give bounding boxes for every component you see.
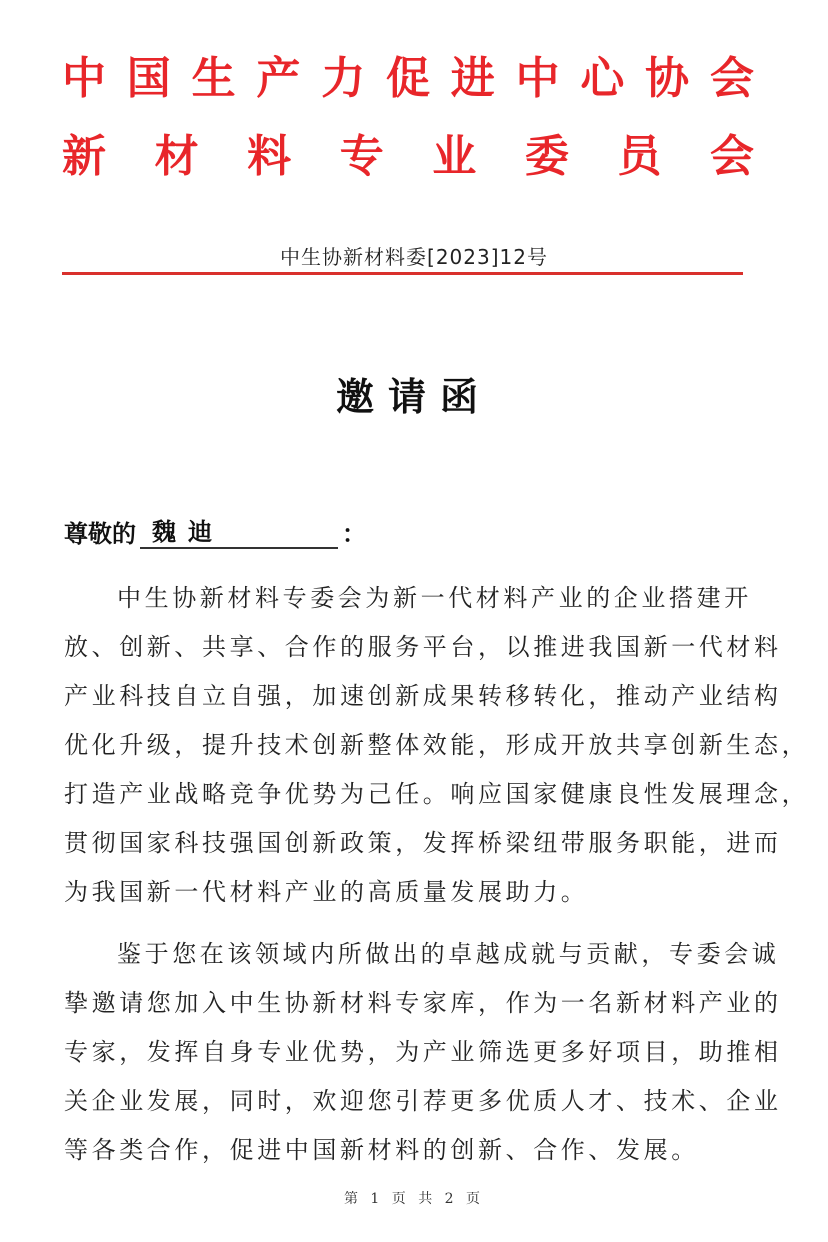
- paragraph-line: 鉴于您在该领域内所做出的卓越成就与贡献，专委会诚: [117, 940, 780, 968]
- body-paragraph-1: [64, 574, 810, 917]
- header-char: 生: [191, 53, 236, 104]
- paragraph-line: 产业科技自立自强，加速创新成果转移转化，推动产业结构: [64, 682, 782, 710]
- header-char: 材: [154, 131, 199, 182]
- header-org-line-1: [62, 54, 754, 104]
- header-char: 中: [515, 53, 560, 104]
- document-number: 中生协新材料委[2023]12号: [280, 245, 548, 269]
- header-char: 员: [617, 131, 662, 182]
- header-char: 力: [321, 53, 366, 104]
- page-title: 邀请函: [335, 374, 492, 419]
- header-char: 中: [62, 53, 106, 104]
- header-char: 国: [126, 53, 171, 104]
- paragraph-line: 挚邀请您加入中生协新材料专家库，作为一名新材料产业的: [64, 989, 782, 1017]
- paragraph-line: 中生协新材料专委会为新一代材料产业的企业搭建开: [117, 584, 752, 612]
- header-char: 会: [709, 131, 754, 182]
- header-char: 协: [645, 53, 690, 104]
- header-char: 料: [247, 131, 292, 182]
- paragraph-line: 放、创新、共享、合作的服务平台，以推进我国新一代材料: [64, 633, 782, 661]
- paragraph-line: 等各类合作，促进中国新材料的创新、合作、发展。: [64, 1136, 699, 1164]
- paragraph-line: 专家，发挥自身专业优势，为产业筛选更多好项目，助推相: [64, 1038, 782, 1066]
- page-footer: 第 1 页 共 2 页: [343, 1191, 485, 1207]
- paragraph-line: 关企业发展，同时，欢迎您引荐更多优质人才、技术、企业: [64, 1087, 782, 1115]
- header-char: 委: [524, 131, 569, 182]
- paragraph-line: 优化升级，提升技术创新整体效能，形成开放共享创新生态，: [64, 731, 810, 759]
- greeting-colon: ：: [342, 520, 366, 548]
- paragraph-line: 为我国新一代材料产业的高质量发展助力。: [64, 878, 589, 906]
- header-char: 产: [256, 53, 301, 104]
- header-char: 专: [339, 131, 384, 182]
- recipient-name: 魏迪: [140, 517, 338, 549]
- header-org-line-2: [62, 132, 754, 182]
- header-char: 业: [432, 131, 477, 182]
- greeting-prefix: 尊敬的: [64, 520, 136, 548]
- body-paragraph-2: [64, 930, 782, 1175]
- header-char: 促: [385, 53, 430, 104]
- paragraph-line: 打造产业战略竞争优势为己任。响应国家健康良性发展理念，: [64, 780, 810, 808]
- header-divider: [62, 272, 743, 275]
- header-char: 进: [450, 53, 495, 104]
- greeting: [64, 514, 366, 549]
- header-char: 新: [62, 131, 106, 182]
- paragraph-line: 贯彻国家科技强国创新政策，发挥桥梁纽带服务职能，进而: [64, 829, 782, 857]
- header-char: 心: [580, 53, 625, 104]
- header-char: 会: [709, 53, 754, 104]
